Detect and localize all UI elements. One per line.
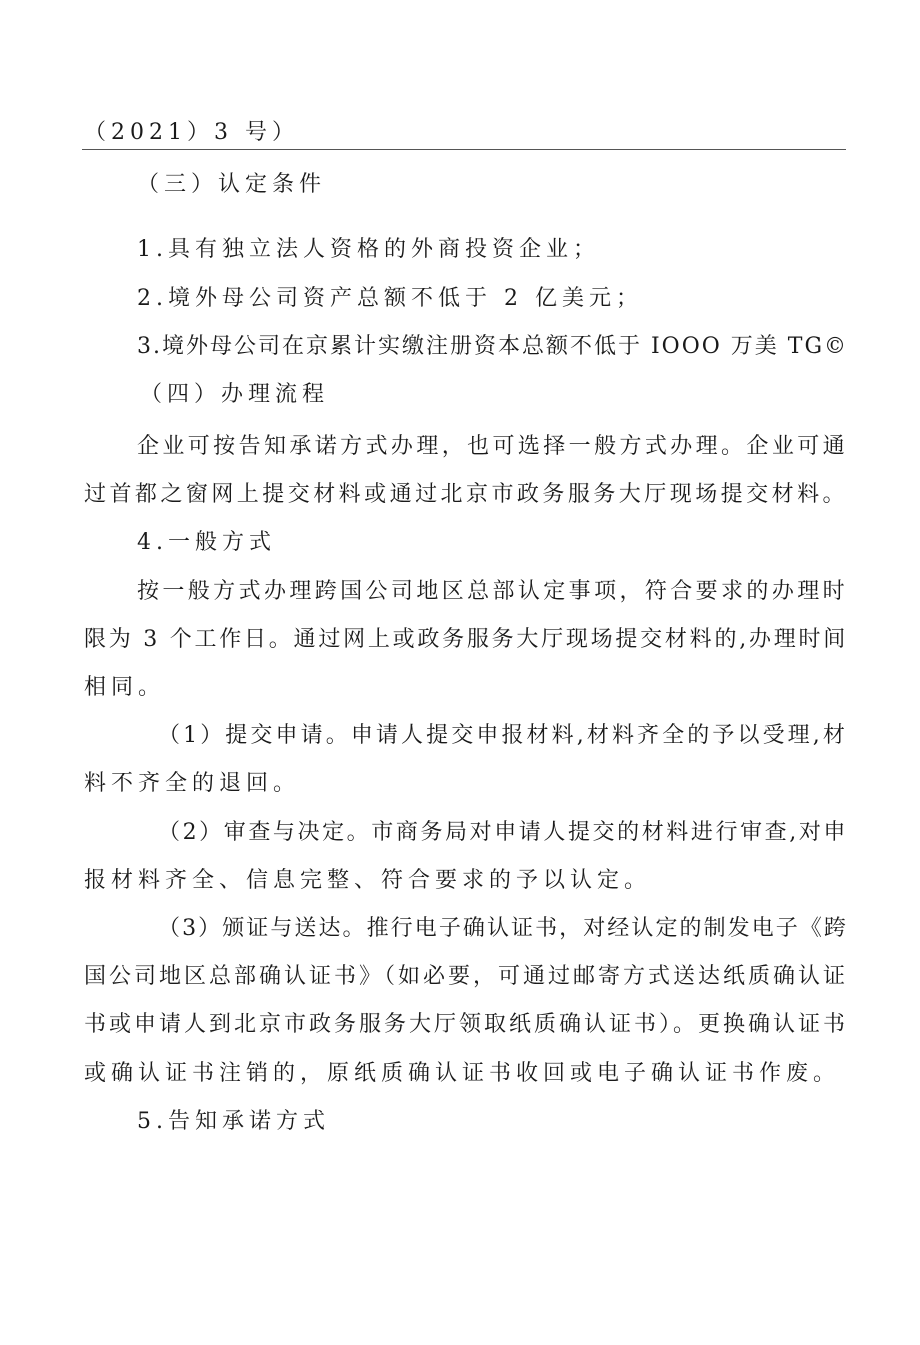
step3-line-1: （3）颁证与送达。推行电子确认证书，对经认定的制发电子《跨 xyxy=(158,916,848,941)
general-desc-line-1: 按一般方式办理跨国公司地区总部认定事项，符合要求的办理时 xyxy=(137,579,849,604)
step1-line-2: 料不齐全的退回。 xyxy=(84,771,301,796)
step3-line-2: 国公司地区总部确认证书》（如必要，可通过邮寄方式送达纸质确认证 xyxy=(84,964,849,989)
step3-line-4: 或确认证书注销的，原纸质确认证书收回或电子确认证书作废。 xyxy=(84,1061,841,1086)
header-divider xyxy=(82,149,846,150)
general-method-heading: 4.一般方式 xyxy=(137,530,276,555)
section-heading-procedure: （四）办理流程 xyxy=(140,382,330,407)
step1-line-1: （1）提交申请。申请人提交申报材料,材料齐全的予以受理,材 xyxy=(158,723,848,748)
step2-line-1: （2）审查与决定。市商务局对申请人提交的材料进行审查,对申 xyxy=(158,820,848,845)
condition-item-3: 3.境外母公司在京累计实缴注册资本总额不低于 IOOO 万美 TG© xyxy=(137,334,849,359)
general-desc-line-2: 限为 3 个工作日。通过网上或政务服务大厅现场提交材料的,办理时间 xyxy=(84,627,848,652)
commitment-method-heading: 5.告知承诺方式 xyxy=(137,1109,330,1134)
condition-item-2: 2.境外母公司资产总额不低于 2 亿美元； xyxy=(137,286,643,311)
procedure-intro-line-2: 过首都之窗网上提交材料或通过北京市政务服务大厅现场提交材料。 xyxy=(84,482,849,507)
section-heading-conditions: （三）认定条件 xyxy=(137,172,327,197)
general-desc-line-3: 相同。 xyxy=(84,675,166,700)
step3-line-3: 书或申请人到北京市政务服务大厅领取纸质确认证书）。更换确认证书 xyxy=(84,1012,849,1037)
procedure-intro-line-1: 企业可按告知承诺方式办理，也可选择一般方式办理。企业可通 xyxy=(137,434,849,459)
step2-line-2: 报材料齐全、信息完整、符合要求的予以认定。 xyxy=(84,868,652,893)
reference-number: （2021）3 号） xyxy=(84,120,299,145)
condition-item-1: 1.具有独立法人资格的外商投资企业； xyxy=(137,237,600,262)
